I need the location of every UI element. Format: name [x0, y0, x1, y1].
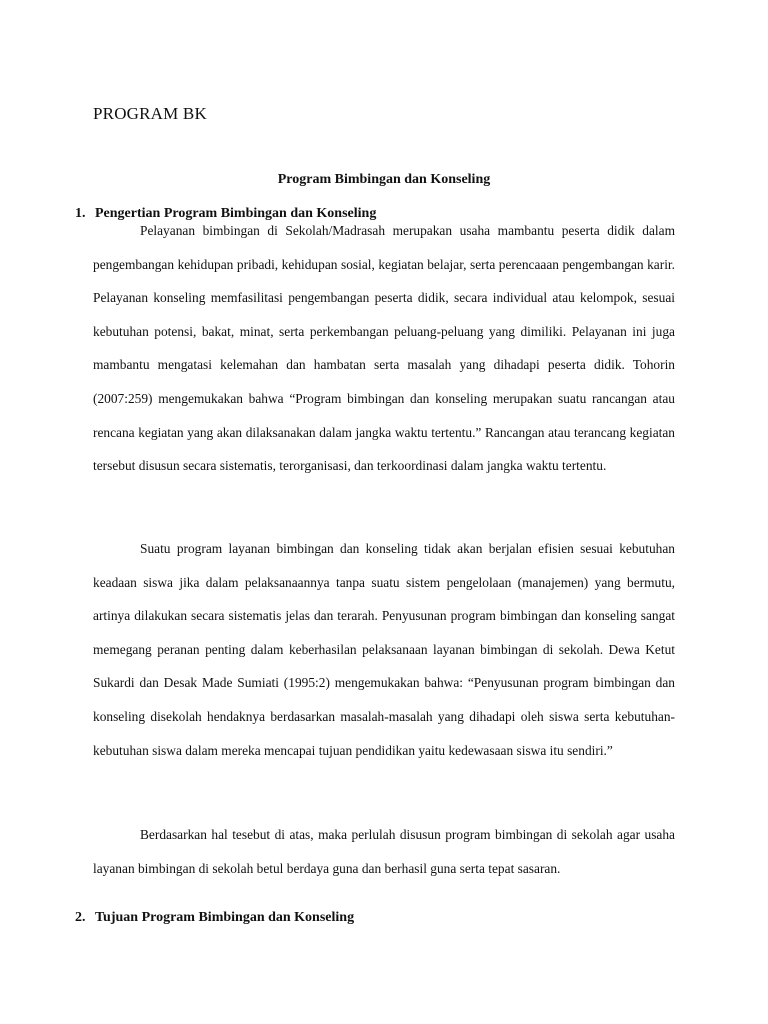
- section-2-heading: [75, 910, 354, 926]
- section-2-title: Tujuan Program Bimbingan dan Konseling: [95, 910, 355, 925]
- paragraph-2: Suatu program layanan bimbingan dan konseling tidak akan berjalan efisien sesuai kebutuhan keadaan siswa jika dalam pelaksanaannya tanpa suatu sistem pengelolaan (manajemen) yang bermutu, artinya dilakukan secara sistematis jelas dan terarah. Penyusunan program bimbingan dan konseling sangat memegang peranan penting dalam keberhasilan pelaksanaan layanan bimbingan di sekolah. Dewa Ketut Sukardi dan Desak Made Sumiati (1995:2) mengemukakan bahwa: “Penyusunan program bimbingan dan konseling disekolah hendaknya berdasarkan masalah-masalah yang dihadapi oleh siswa serta kebutuhan-kebutuhan siswa dalam mereka mencapai tujuan pendidikan yaitu kedewasaan siswa itu sendiri.”: [93, 541, 675, 758]
- section-2-number: 2.: [75, 910, 86, 925]
- section-1-number: 1.: [75, 206, 86, 221]
- document-subtitle: Program Bimbingan dan Konseling: [277, 172, 491, 187]
- paragraph-3: Berdasarkan hal tesebut di atas, maka perlulah disusun program bimbingan di sekolah agar usaha layanan bimbingan di sekolah betul berdaya guna dan berhasil guna serta tepat sasaran.: [93, 827, 675, 876]
- document-title: PROGRAM BK: [93, 104, 207, 123]
- paragraph-1: Pelayanan bimbingan di Sekolah/Madrasah merupakan usaha mambantu peserta didik dalam pengembangan kehidupan pribadi, kehidupan sosial, kegiatan belajar, serta perencaaan pengembangan karir. Pelayanan konseling memfasilitasi pengembangan peserta didik, secara individual atau kelompok, sesuai kebutuhan potensi, bakat, minat, serta perkembangan peluang-peluang yang dimiliki. Pelayanan ini juga mambantu mengatasi kelemahan dan hambatan serta masalah yang dihadapi peserta didik. Tohorin (2007:259) mengemukakan bahwa “Program bimbingan dan konseling merupakan suatu rancangan atau rencana kegiatan yang akan dilaksanakan dalam jangka waktu tertentu.” Rancangan atau terancang kegiatan tersebut disusun secara sistematis, terorganisasi, dan terkoordinasi dalam jangka waktu tertentu.: [93, 223, 675, 474]
- section-1-title: Pengertian Program Bimbingan dan Konseling: [95, 206, 377, 221]
